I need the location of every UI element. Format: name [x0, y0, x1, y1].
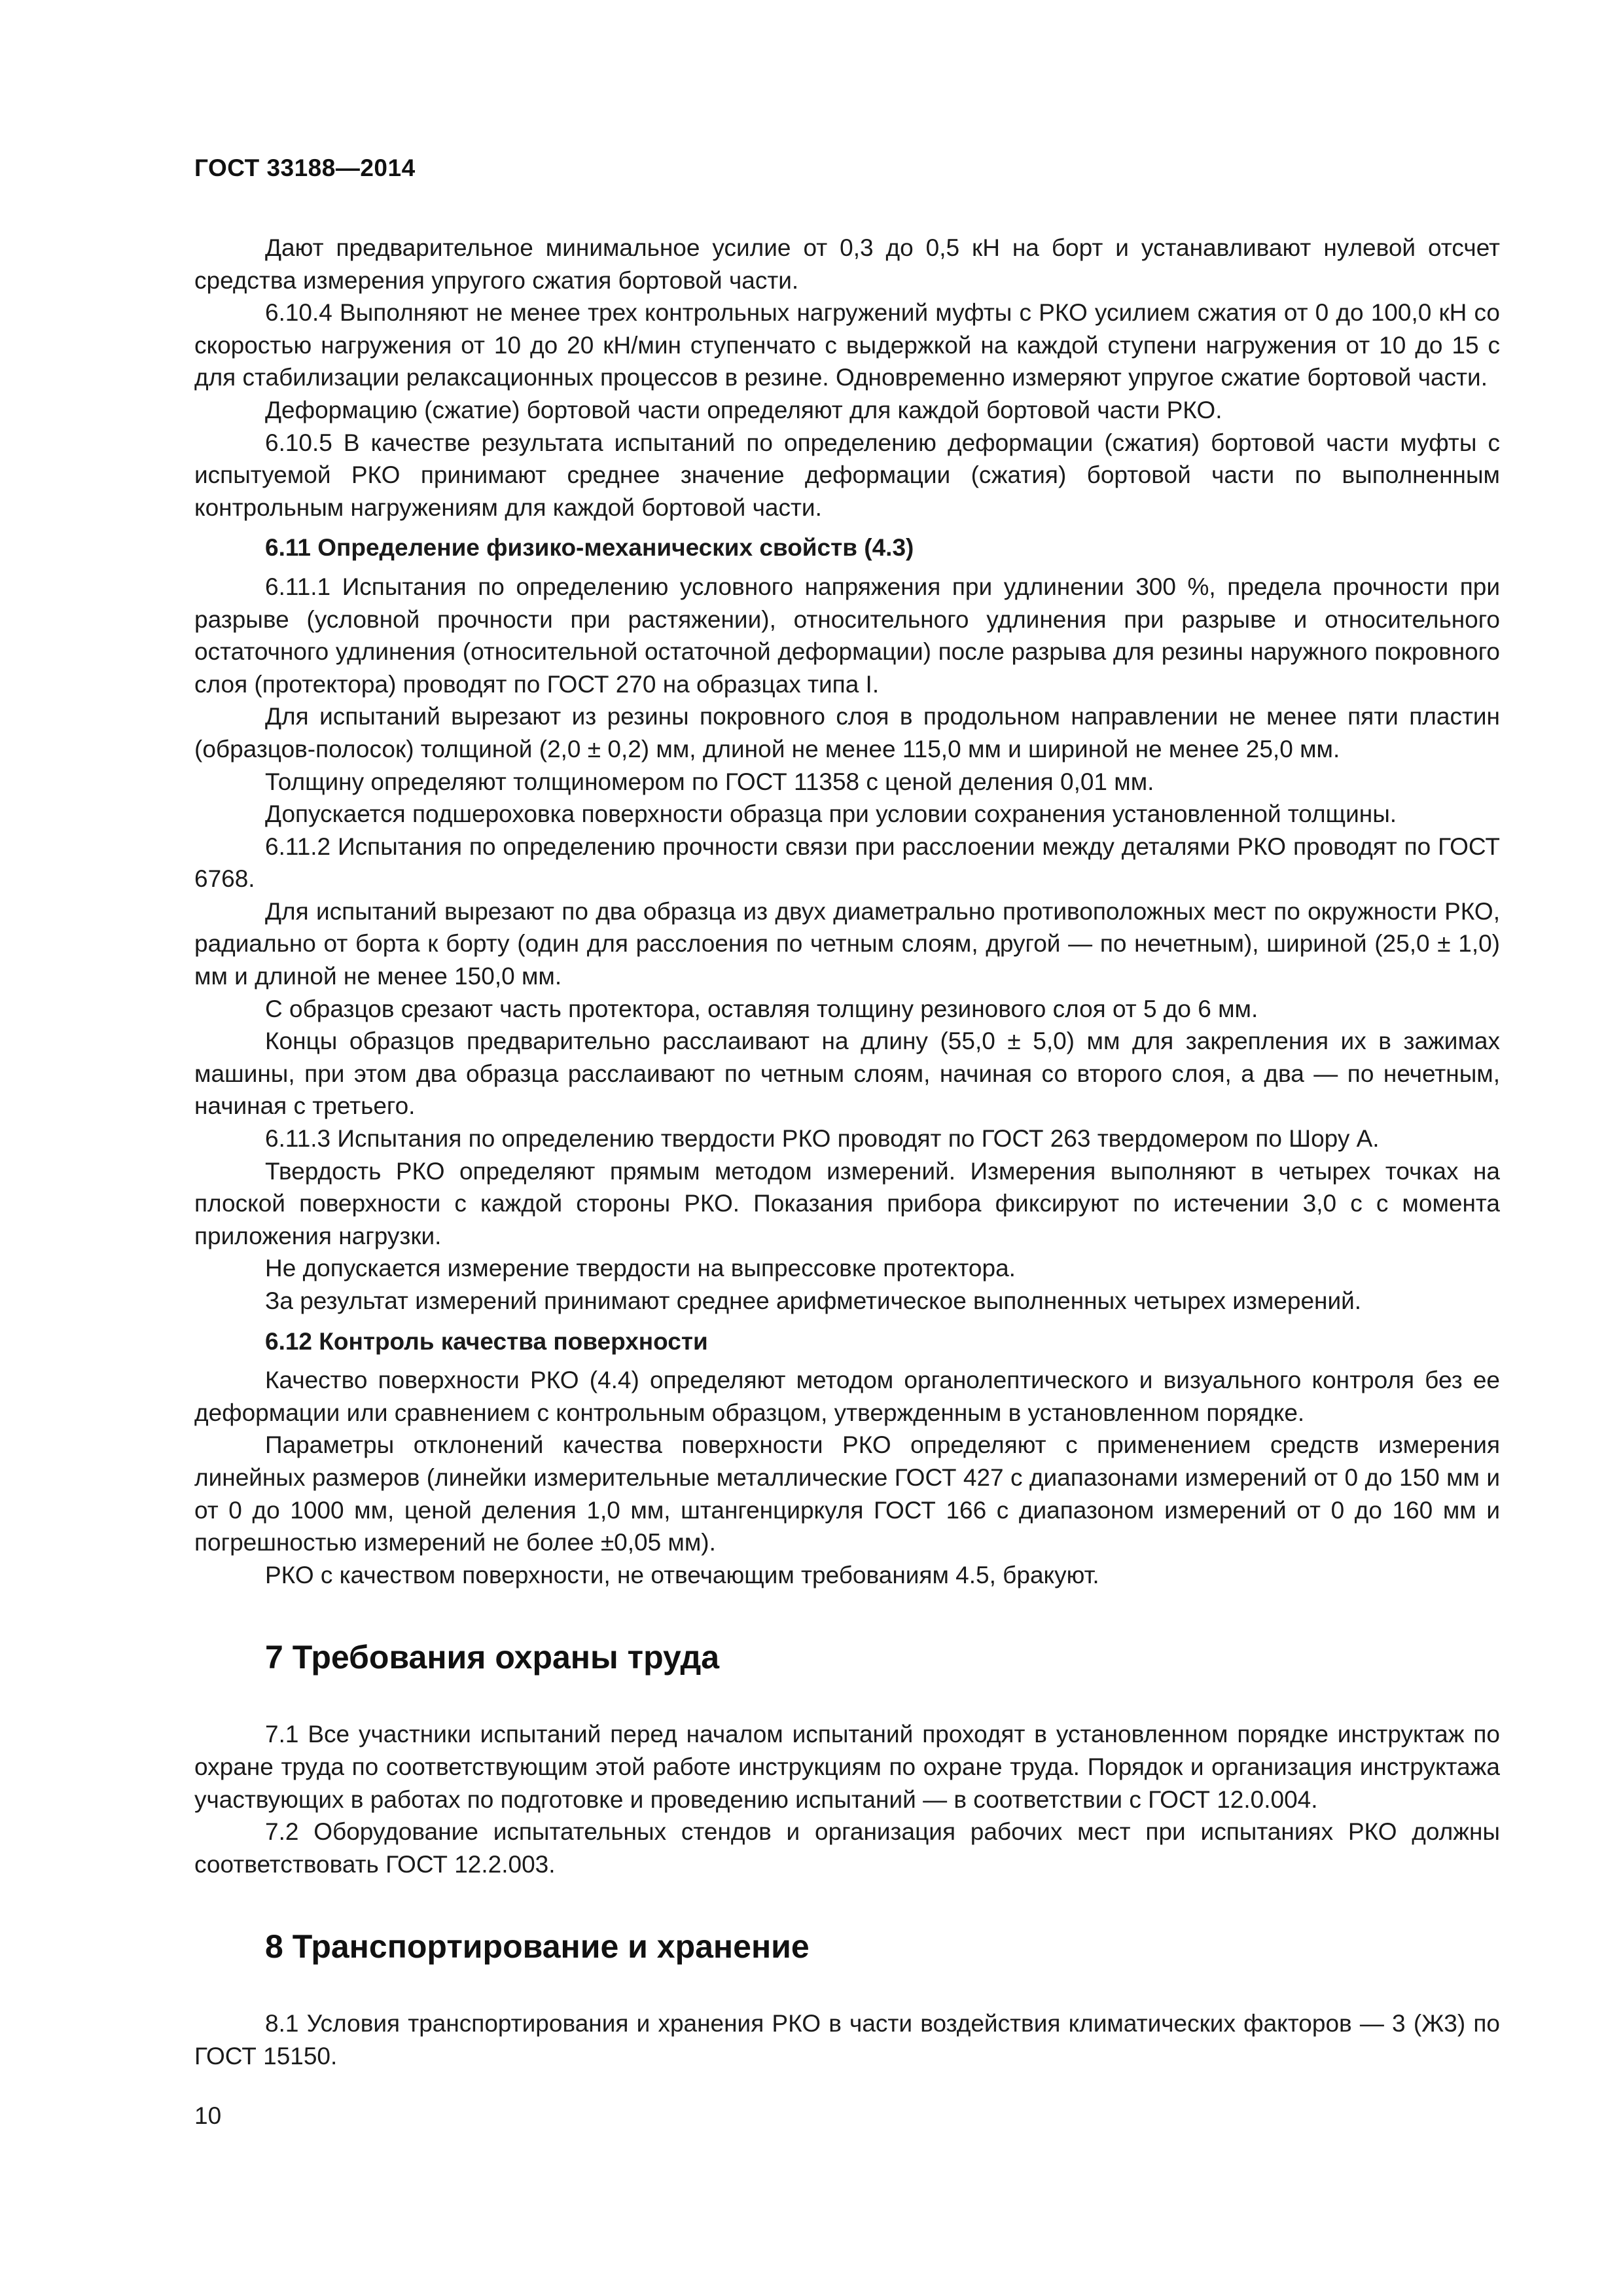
clause-6-11-2: 6.11.2 Испытания по определению прочности связи при расслоении между деталями РКО проводят по ГОСТ 6768. [194, 833, 1500, 893]
paragraph: Для испытаний вырезают по два образца из двух диаметрально противоположных мест по окружности РКО, радиально от борта к борту (один для расслоения по четным слоям, другой — по нечетным), шириной (25,0 ± 1,0) мм и длиной не менее 150,0 мм. [194, 897, 1500, 990]
paragraph: Твердость РКО определяют прямым методом измерений. Измерения выполняют в четырех точках на плоской поверхности с каждой стороны РКО. Показания прибора фиксируют по истечении 3,0 с с момента приложения нагрузки. [194, 1157, 1500, 1249]
paragraph: С образцов срезают часть протектора, оставляя толщину резинового слоя от 5 до 6 мм. [265, 995, 1258, 1022]
paragraph: Не допускается измерение твердости на выпрессовке протектора. [265, 1255, 1016, 1282]
subsection-heading-6-12: 6.12 Контроль качества поверхности [265, 1327, 708, 1355]
paragraph: Деформацию (сжатие) бортовой части определяют для каждой бортовой части РКО. [265, 396, 1222, 423]
section-heading-8: 8 Транспортирование и хранение [265, 1928, 810, 1965]
document-header: ГОСТ 33188—2014 [194, 154, 416, 181]
section-heading-7: 7 Требования охраны труда [265, 1639, 720, 1676]
clause-7-1: 7.1 Все участники испытаний перед началом испытаний проходят в установленном порядке инструктаж по охране труда по соответствующим этой работе инструкциям по охране труда. Порядок и организация инструктажа участвующих в работах по подготовке и проведению испытаний — в соответствии с ГОСТ 12.0.004. [194, 1721, 1500, 1813]
clause-6-11-3: 6.11.3 Испытания по определению твердости РКО проводят по ГОСТ 263 твердомером по Шору А. [265, 1125, 1380, 1153]
paragraph: Для испытаний вырезают из резины покровного слоя в продольном направлении не менее пяти пластин (образцов-полосок) толщиной (2,0 ± 0,2) мм, длиной не менее 115,0 мм и шириной не менее 25,0 мм. [194, 703, 1500, 762]
paragraph: Дают предварительное минимальное усилие от 0,3 до 0,5 кН на борт и устанавливают нулевой отсчет средства измерения упругого сжатия бортовой части. [194, 234, 1500, 294]
paragraph: РКО с качеством поверхности, не отвечающим требованиям 4.5, бракуют. [265, 1561, 1099, 1588]
paragraph: Качество поверхности РКО (4.4) определяют методом органолептического и визуального контроля без ее деформации или сравнением с контрольным образцом, утвержденным в установленном порядке. [194, 1367, 1500, 1426]
subsection-heading-6-11: 6.11 Определение физико-механических свойств (4.3) [265, 534, 914, 562]
clause-6-11-1: 6.11.1 Испытания по определению условного напряжения при удлинении 300 %, предела прочности при разрыве (условной прочности при растяжении), относительного удлинения при разрыве и относительного остаточного удлинения (относительной остаточной деформации) после разрыва для резины наружного покровного слоя (протектора) проводят по ГОСТ 270 на образцах типа I. [194, 573, 1500, 698]
paragraph: Параметры отклонений качества поверхности РКО определяют с применением средств измерения линейных размеров (линейки измерительные металлические ГОСТ 427 с диапазонами измерений от 0 до 150 мм и от 0 до 1000 мм, ценой деления 1,0 мм, штангенциркуля ГОСТ 166 с диапазоном измерений от 0 до 160 мм и погрешностью измерений не более ±0,05 мм). [194, 1431, 1500, 1556]
clause-7-2: 7.2 Оборудование испытательных стендов и организация рабочих мест при испытаниях РКО должны соответствовать ГОСТ 12.2.003. [194, 1818, 1500, 1878]
paragraph: Допускается подшероховка поверхности образца при условии сохранения установленной толщины. [265, 800, 1397, 828]
paragraph: Концы образцов предварительно расслаивают на длину (55,0 ± 5,0) мм для закрепления их в зажимах машины, при этом два образца расслаивают по четным слоям, начиная со второго слоя, а два — по нечетным, начиная с третьего. [194, 1028, 1500, 1120]
page-number: 10 [194, 2102, 222, 2129]
clause-6-10-5: 6.10.5 В качестве результата испытаний по определению деформации (сжатия) бортовой части муфты с испытуемой РКО принимают среднее значение деформации (сжатия) бортовой части по выполненным контрольным нагружениям для каждой бортовой части. [194, 429, 1500, 521]
paragraph: Толщину определяют толщиномером по ГОСТ 11358 с ценой деления 0,01 мм. [265, 768, 1154, 795]
document-body [194, 232, 1500, 2073]
clause-6-10-4: 6.10.4 Выполняют не менее трех контрольных нагружений муфты с РКО усилием сжатия от 0 до 100,0 кН со скоростью нагружения от 10 до 20 кН/мин ступенчато с выдержкой на каждой ступени нагружения от 10 до 15 с для стабилизации релаксационных процессов в резине. Одновременно измеряют упругое сжатие бортовой части. [194, 299, 1500, 391]
clause-8-1: 8.1 Условия транспортирования и хранения РКО в части воздействия климатических факторов — 3 (Ж3) по ГОСТ 15150. [194, 2010, 1500, 2070]
paragraph: За результат измерений принимают среднее арифметическое выполненных четырех измерений. [265, 1287, 1362, 1314]
